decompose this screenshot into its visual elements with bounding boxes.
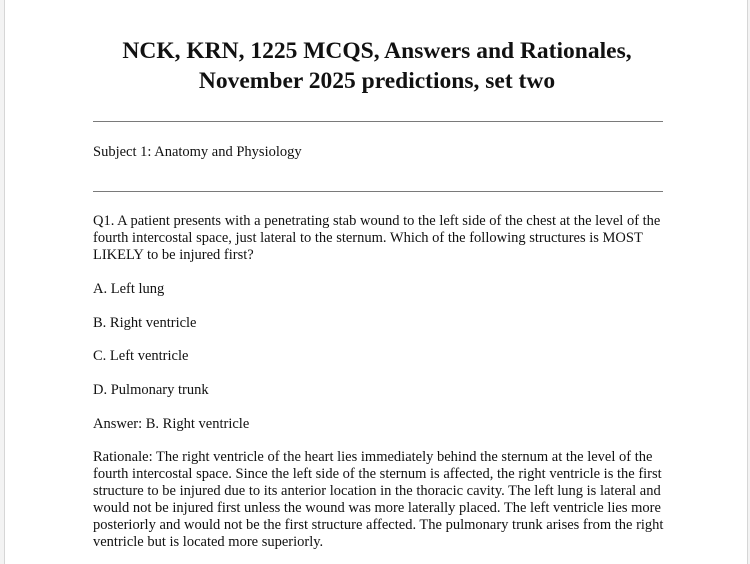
document-title	[65, 36, 689, 96]
title-line-1: NCK, KRN, 1225 MCQS, Answers and Rationales,	[122, 38, 632, 64]
rationale-text: Rationale: The right ventricle of the heart lies immediately behind the sternum at the level of the fourth intercostal space. Since the left side of the sternum is affected, the right ventricle is the first structure to be injured due to its anterior location in the thoracic cavity. The left lung is lateral and would not be injured first unless the wound was more laterally placed. The left ventricle lies more posteriorly and would not be the first structure affected. The pulmonary trunk arises from the right ventricle but is located more superiorly.	[93, 449, 664, 550]
subject-heading: Subject 1: Anatomy and Physiology	[93, 144, 302, 160]
answer-text: Answer: B. Right ventricle	[93, 416, 250, 432]
horizontal-divider-bottom	[93, 191, 663, 192]
option-b: B. Right ventricle	[93, 315, 197, 331]
title-line-2: November 2025 predictions, set two	[198, 68, 556, 94]
option-a: A. Left lung	[93, 281, 165, 297]
question-text: Q1. A patient presents with a penetrating stab wound to the left side of the chest at the level of the fourth intercostal space, just lateral to the sternum. Which of the following structures is MOST LIKELY to be injured first?	[93, 213, 661, 263]
option-d: D. Pulmonary trunk	[93, 382, 209, 398]
document-page	[4, 0, 748, 564]
horizontal-divider-top	[93, 121, 663, 122]
option-c: C. Left ventricle	[93, 348, 189, 364]
